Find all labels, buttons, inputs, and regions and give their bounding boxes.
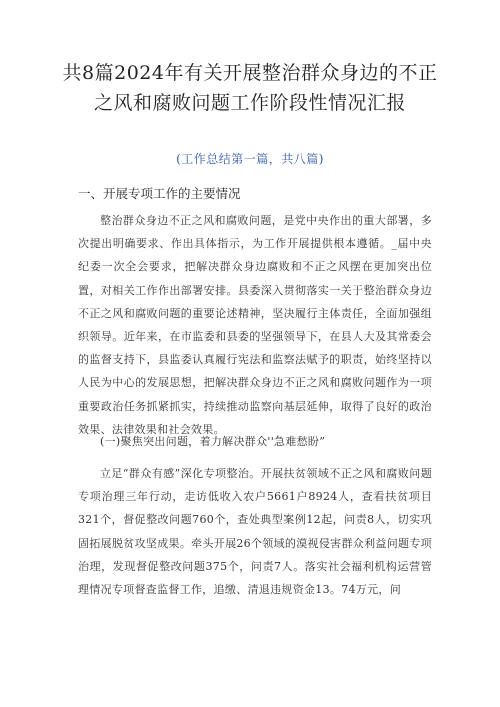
subsection-heading: (一)聚焦突出问题，着力解决群众''急难愁盼” (100, 435, 326, 448)
body-paragraph: 立足“群众有感”深化专项整治。开展扶贫领域不正之风和腐败问题专项治理三年行动，走访低收入农户5661户8924人，查看扶贫项目321个，督促整改问题760个，查处典型案例12起，问责8人，切实巩固拓展脱贫攻坚成果。牵头开展26个领域的漠视侵害群众利益问题专项治理，发现督促整改问题375个，问责7人。落实社会福利机构运营管理情况专项督查监督工作，追缴、清退违规资金13。74万元，问 (78, 467, 432, 597)
section-heading: 一、开展专项工作的主要情况 (78, 186, 241, 201)
body-paragraph: 整治群众身边不正之风和腐败问题，是党中央作出的重大部署，多次提出明确要求、作出具体指示，为工作开展提供根本遵循。_届中央纪委一次全会要求，把解决群众身边腐败和不正之风摆在更加突出位置，对相关工作作出部署安排。县委深入贯彻落实一关于整治群众身边不正之风和腐败问题的重要论述精神，坚决履行主体责任，全面加强组织领导。近年来，在市监委和县委的坚强领导下，在县人大及其常委会的监督支持下，县监委认真履行宪法和监察法赋予的职责，始终坚持以人民为中心的发展思想，把解决群众身边不正之风和腐败问题作为一项重要政治任务抓紧抓实，持续推动监察向基层延伸，取得了良好的政治效果、法律效果和社会效果。 (78, 214, 432, 436)
document-title: 共8篇2024年有关开展整治群众身边的不正之风和腐败问题工作阶段性情况汇报 (62, 62, 438, 114)
document-subtitle: (工作总结第一篇，共八篇) (176, 152, 324, 166)
